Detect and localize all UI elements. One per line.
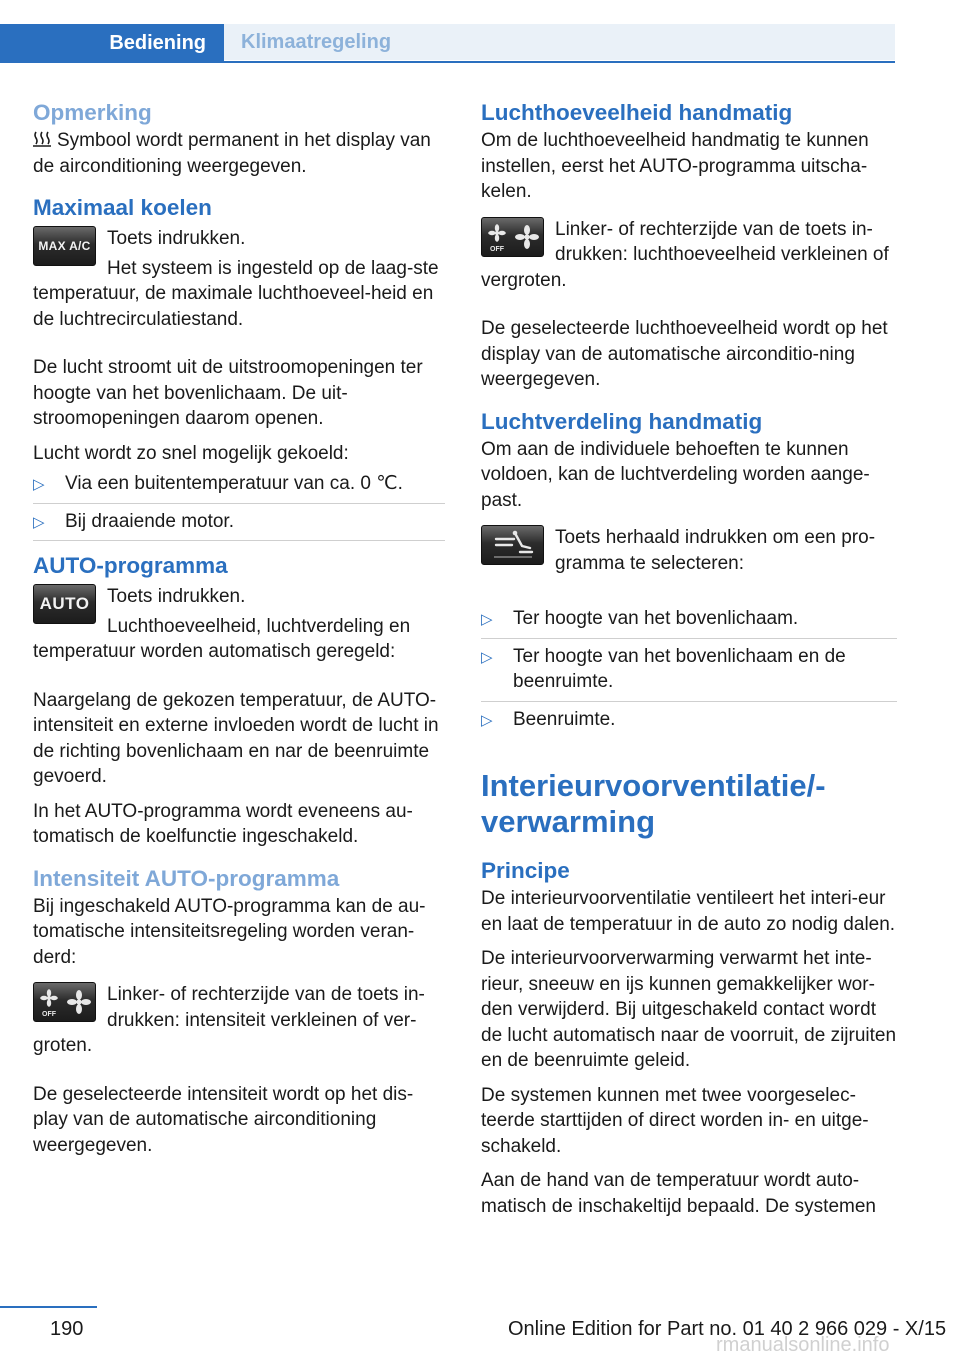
principe-ventilation-text: De interieurvoorventilatie ventileert het interi-eur en laat de temperatuur in de auto zo nodig dalen. [481,888,896,935]
list-item: ▷ Ter hoogte van het bovenlichaam. [481,601,897,639]
lucht-instruction-text: Linker- of rechterzijde van de toets in-drukken: luchthoeveelheid verkleinen of vergroten. [481,218,889,291]
opmerking-text: Symbool wordt permanent in het display van de airconditioning weergegeven. [33,130,431,177]
list-item: ▷ Beenruimte. [481,702,897,739]
list-item: ▷ Ter hoogte van het bovenlichaam en de beenruimte. [481,639,897,702]
intens-intro-text: Bij ingeschakeld AUTO-programma kan de au-tomatische intensiteitsregeling worden veran-derd: [33,895,426,968]
principe-timer-text: De systemen kunnen met twee voorgeselec-teerde starttijden of direct worden in- en uitge-schakeld. [481,1084,869,1157]
triangle-bullet-icon: ▷ [481,611,493,628]
heading-luchthoeveelheid: Luchthoeveelheid handmatig [481,100,793,125]
page-number: 190 [50,1318,84,1340]
max-system-text: Het systeem is ingesteld op de laag-ste temperatuur, de maximale luchthoeveel-heid en de luchtrecirculatiestand. [33,257,439,330]
auto-button-icon: AUTO [33,584,96,624]
watermark: rmanualsonline.info [716,1334,890,1356]
verdeling-options-list [481,601,897,738]
heading-intensiteit: Intensiteit AUTO-programma [33,865,340,891]
intens-instruction-text: Linker- of rechterzijde van de toets in-drukken: intensiteit verkleinen of ver-groten. [33,984,425,1056]
principe-temperature-text: Aan de hand van de temperatuur wordt auto-matisch de inschakeltijd bepaald. De systemen [481,1170,876,1217]
lucht-intro-text: Om de luchthoeveelheid handmatig te kunnen instellen, eerst het AUTO-programma uitscha-kelen. [481,130,869,202]
max-step-text: Toets indrukken. [107,228,246,249]
auto-step-text: Toets indrukken. [107,586,246,607]
heading-maximaal-koelen: Maximaal koelen [33,195,212,220]
footer-rule [0,1306,97,1308]
section-tab-klimaatregeling: Klimaatregeling [224,24,895,60]
heading-auto-programma: AUTO-programma [33,553,228,578]
triangle-bullet-icon: ▷ [33,513,45,531]
left-column [33,98,445,1167]
triangle-bullet-icon: ▷ [481,648,493,666]
edition-text: Online Edition for Part no. 01 40 2 966 029 - X/15 [508,1318,947,1340]
header-rule [0,61,895,63]
air-distribution-button-icon [481,525,544,565]
heading-luchtverdeling: Luchtverdeling handmatig [481,408,763,434]
auto-description-text: Luchthoeveelheid, luchtverdeling en temperatuur worden automatisch geregeld: [33,615,411,662]
section-tab-bediening: Bediening [0,24,224,62]
verdeling-intro-text: Om aan de individuele behoeften te kunnen voldoen, kan de luchtverdeling worden aange-past. [481,438,870,511]
max-cooling-text: Lucht wordt zo snel mogelijk gekoeld: [33,442,349,464]
max-airflow-text: De lucht stroomt uit de uitstroomopeningen ter hoogte van het bovenlichaam. De uit-stroomopeningen daarom openen. [33,357,423,429]
heading-opmerking: Opmerking [33,100,152,125]
list-item: ▷ Bij draaiende motor. [33,504,445,542]
principe-heating-text: De interieurvoorverwarming verwarmt het inte-rieur, sneeuw en ijs kunnen gemakkelijker wor-den verwijderd. Bij uitgeschakeld contact wordt de lucht automatisch naar de voorruit, de zijruiten en de beenruimte geleid. [481,948,897,1071]
page-header [0,24,960,64]
heading-interieurvoorventilatie: Interieurvoorventilatie/-verwarming [481,768,826,839]
svg-text:OFF: OFF [490,245,504,253]
fan-off-button-icon [481,217,544,257]
auto-detail-text: Naargelang de gekozen temperatuur, de AUTO-intensiteit en externe invloeden wordt de lucht in de richting bovenlichaam en nar de beenruimte gevoerd. [33,689,439,787]
verdeling-instruction-text: Toets herhaald indrukken om een pro-gramma te selecteren: [555,527,876,574]
triangle-bullet-icon: ▷ [481,711,493,729]
svg-text:OFF: OFF [42,1011,56,1018]
heat-waves-icon [33,129,51,145]
auto-cooling-text: In het AUTO-programma wordt eveneens au-tomatisch de koelfunctie ingeschakeld. [33,800,413,847]
triangle-bullet-icon: ▷ [33,476,45,493]
list-item: ▷ Via een buitentemperatuur van ca. 0 ℃. [33,466,445,504]
heading-principe: Principe [481,858,570,883]
max-ac-button-icon: MAX A/C [33,226,96,266]
fan-off-button-icon [33,982,96,1022]
intens-display-text: De geselecteerde intensiteit wordt op het dis-play van de automatische airconditioning weergegeven. [33,1083,414,1156]
max-conditions-list [33,466,445,541]
right-column [481,98,897,1228]
lucht-display-text: De geselecteerde luchthoeveelheid wordt op het display van de automatische airconditio-ning weergegeven. [481,318,888,390]
